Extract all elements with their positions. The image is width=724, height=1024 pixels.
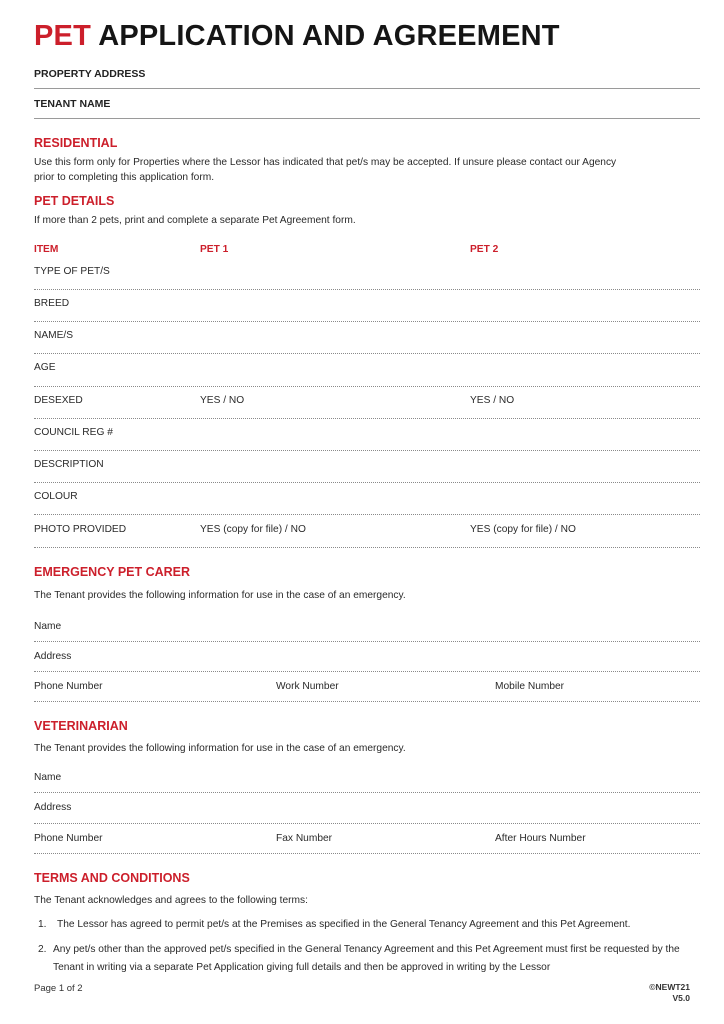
vet-after-hours-label: After Hours Number bbox=[495, 833, 586, 844]
title-rest: APPLICATION AND AGREEMENT bbox=[98, 20, 560, 52]
row-divider bbox=[34, 289, 700, 290]
tenant-name-line[interactable] bbox=[34, 118, 700, 119]
row-age-label: AGE bbox=[34, 362, 56, 373]
term-2-number: 2. bbox=[38, 944, 47, 955]
form-version: V5.0 bbox=[672, 993, 690, 1003]
page-number: Page 1 of 2 bbox=[34, 983, 83, 994]
row-desexed-label: DESEXED bbox=[34, 395, 83, 406]
emergency-address-label: Address bbox=[34, 651, 72, 662]
row-photo-pet2[interactable]: YES (copy for file) / NO bbox=[470, 524, 576, 535]
vet-name-line[interactable] bbox=[34, 792, 700, 793]
emergency-phone-label: Phone Number bbox=[34, 681, 103, 692]
row-breed-label: BREED bbox=[34, 298, 70, 309]
vet-address-line[interactable] bbox=[34, 823, 700, 824]
property-address-label: PROPERTY ADDRESS bbox=[34, 68, 146, 80]
form-code bbox=[649, 982, 690, 1004]
row-desexed-pet2[interactable]: YES / NO bbox=[470, 395, 515, 406]
terms-heading: TERMS AND CONDITIONS bbox=[34, 871, 190, 885]
emergency-name-line[interactable] bbox=[34, 641, 700, 642]
residential-text-line1: Use this form only for Properties where the Lessor has indicated that pet/s may be accepted. If unsure please contact our Agency bbox=[34, 157, 617, 168]
emergency-name-label: Name bbox=[34, 621, 62, 632]
title-accent: PET bbox=[34, 20, 91, 52]
row-photo-label: PHOTO PROVIDED bbox=[34, 524, 127, 535]
tenant-name-label: TENANT NAME bbox=[34, 98, 111, 110]
term-1-text: The Lessor has agreed to permit pet/s at the Premises as specified in the General Tenancy Agreement and this Pet Agreement. bbox=[57, 919, 631, 930]
row-photo-pet1[interactable]: YES (copy for file) / NO bbox=[200, 524, 306, 535]
column-pet1: PET 1 bbox=[200, 244, 229, 255]
vet-phone-line[interactable] bbox=[34, 853, 700, 854]
row-type-label: TYPE OF PET/S bbox=[34, 266, 110, 277]
emergency-work-label: Work Number bbox=[276, 681, 339, 692]
emergency-mobile-label: Mobile Number bbox=[495, 681, 565, 692]
row-names-label: NAME/S bbox=[34, 330, 74, 341]
row-divider bbox=[34, 386, 700, 387]
emergency-carer-text: The Tenant provides the following information for use in the case of an emergency. bbox=[34, 590, 406, 601]
row-colour-label: COLOUR bbox=[34, 491, 78, 502]
row-description-label: DESCRIPTION bbox=[34, 459, 104, 470]
row-council-label: COUNCIL REG # bbox=[34, 427, 113, 438]
vet-phone-label: Phone Number bbox=[34, 833, 103, 844]
residential-text-line2: prior to completing this application form. bbox=[34, 172, 215, 183]
term-2-text: Any pet/s other than the approved pet/s specified in the General Tenancy Agreement and this Pet Agreement must first be requested by the Tenant in writing via a separate Pet Application giving full details and then be approved in writing by the Lessor bbox=[53, 944, 680, 973]
row-divider bbox=[34, 321, 700, 322]
row-divider bbox=[34, 547, 700, 548]
emergency-address-line[interactable] bbox=[34, 671, 700, 672]
vet-fax-label: Fax Number bbox=[276, 833, 333, 844]
term-1-number: 1. bbox=[38, 919, 47, 930]
row-divider bbox=[34, 353, 700, 354]
row-divider bbox=[34, 450, 700, 451]
vet-address-label: Address bbox=[34, 802, 72, 813]
residential-text bbox=[34, 155, 704, 185]
form-code-id: ©NEWT21 bbox=[649, 982, 690, 992]
pet-details-heading: PET DETAILS bbox=[34, 194, 115, 208]
terms-intro: The Tenant acknowledges and agrees to the following terms: bbox=[34, 895, 308, 906]
row-divider bbox=[34, 482, 700, 483]
page-title bbox=[34, 20, 560, 53]
row-desexed-pet1[interactable]: YES / NO bbox=[200, 395, 245, 406]
row-divider bbox=[34, 514, 700, 515]
veterinarian-heading: VETERINARIAN bbox=[34, 719, 128, 733]
emergency-phone-line[interactable] bbox=[34, 701, 700, 702]
row-divider bbox=[34, 418, 700, 419]
emergency-carer-heading: EMERGENCY PET CARER bbox=[34, 565, 191, 579]
vet-name-label: Name bbox=[34, 772, 62, 783]
column-pet2: PET 2 bbox=[470, 244, 499, 255]
pet-details-note: If more than 2 pets, print and complete a separate Pet Agreement form. bbox=[34, 215, 356, 226]
column-item: ITEM bbox=[34, 244, 59, 255]
residential-heading: RESIDENTIAL bbox=[34, 136, 118, 150]
property-address-line[interactable] bbox=[34, 88, 700, 89]
veterinarian-text: The Tenant provides the following information for use in the case of an emergency. bbox=[34, 743, 406, 754]
